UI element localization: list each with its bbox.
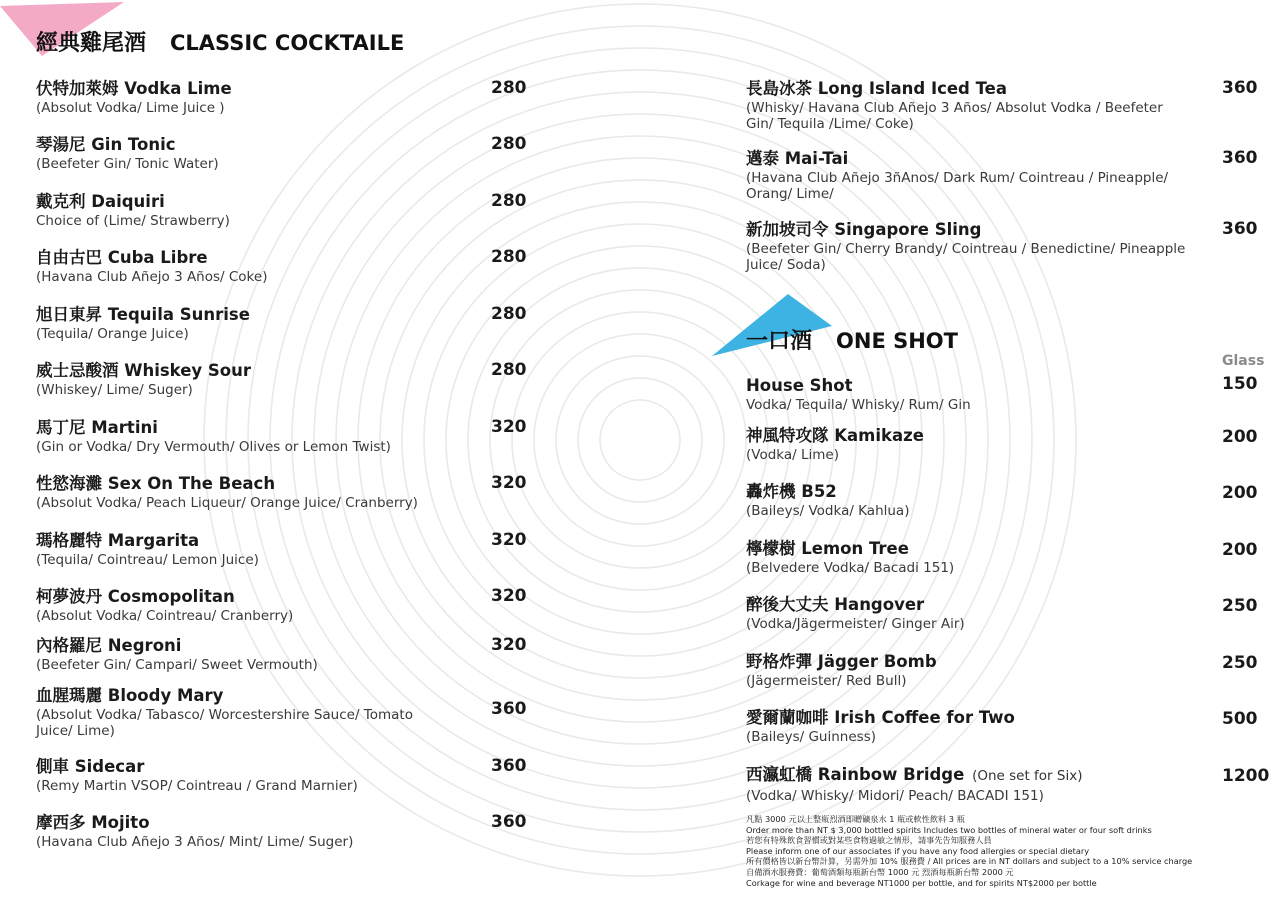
menu-item-name-text: 邁泰 Mai-Tai [746, 149, 849, 168]
classic-cocktail-heading [36, 26, 404, 57]
menu-item [36, 635, 426, 673]
menu-item-description: (Tequila/ Cointreau/ Lemon Juice) [36, 552, 259, 568]
menu-item [36, 360, 426, 398]
menu-item [36, 304, 426, 342]
one-shot-title-zh: 一口酒 [746, 329, 813, 354]
menu-item [36, 685, 426, 739]
menu-item-description: (Tequila/ Orange Juice) [36, 326, 189, 342]
menu-item-name [36, 78, 426, 99]
menu-item [746, 219, 1186, 273]
menu-item [36, 756, 426, 794]
menu-item [36, 417, 426, 455]
menu-item-name [746, 764, 1186, 787]
menu-item-name [36, 304, 426, 325]
menu-item-description: (Remy Martin VSOP/ Cointreau / Grand Marnier) [36, 778, 358, 794]
menu-item-name-text: 柯夢波丹 Cosmopolitan [36, 587, 235, 606]
menu-item [36, 247, 426, 285]
menu-item-price: 360 [491, 699, 527, 719]
menu-item-name [36, 360, 426, 381]
menu-item-description: (Baileys/ Vodka/ Kahlua) [746, 503, 910, 519]
menu-item-name [746, 651, 1186, 672]
menu-item-name [746, 219, 1186, 240]
menu-item-description: Choice of (Lime/ Strawberry) [36, 213, 230, 229]
menu-item-price: 360 [1222, 219, 1258, 239]
menu-item-description: (Beefeter Gin/ Tonic Water) [36, 156, 219, 172]
menu-item-name [36, 756, 426, 777]
menu-item-name-text: 馬丁尼 Martini [36, 418, 158, 437]
menu-item-description: (Havana Club Añejo 3ñAnos/ Dark Rum/ Cointreau / Pineapple/ Orang/ Lime/ [746, 170, 1169, 202]
menu-item-price: 1200 [1222, 766, 1270, 786]
menu-item-description: (Vodka/Jägermeister/ Ginger Air) [746, 616, 965, 632]
classic-title-zh: 經典雞尾酒 [36, 31, 147, 56]
menu-item-name-text: 西瀛虹橋 Rainbow Bridge [746, 765, 965, 784]
menu-item-price: 360 [1222, 148, 1258, 168]
menu-item-price: 200 [1222, 427, 1258, 447]
menu-item [746, 707, 1186, 745]
menu-item-name-text: 側車 Sidecar [36, 757, 145, 776]
menu-item-description: (Absolut Vodka/ Lime Juice ) [36, 100, 225, 116]
menu-item-description: (Havana Club Añejo 3 Años/ Coke) [36, 269, 268, 285]
menu-item-description: (Beefeter Gin/ Cherry Brandy/ Cointreau / Benedictine/ Pineapple Juice/ Soda) [746, 241, 1186, 273]
footnote-line: 若您有特殊飲食習慣或對某些食物過敏之情形，請事先告知服務人員 [746, 835, 992, 846]
menu-item-name [746, 481, 1186, 502]
menu-item-name-text: 醉後大丈夫 Hangover [746, 595, 925, 614]
menu-item [746, 651, 1186, 689]
menu-item-price: 320 [491, 530, 527, 550]
menu-item-name-text: 性慾海灘 Sex On The Beach [36, 474, 276, 493]
footnote-line: 自備酒水服務費：葡萄酒類每瓶新台幣 1000 元 烈酒每瓶新台幣 2000 元 [746, 866, 1014, 877]
menu-item-price: 320 [491, 473, 527, 493]
menu-item-name-text: 新加坡司令 Singapore Sling [746, 220, 982, 239]
menu-item-description: (Whiskey/ Lime/ Suger) [36, 382, 193, 398]
menu-item [746, 481, 1186, 519]
menu-item-price: 280 [491, 134, 527, 154]
menu-item-price: 280 [491, 360, 527, 380]
menu-item-price: 200 [1222, 540, 1258, 560]
menu-item [746, 78, 1186, 132]
menu-item-name [746, 78, 1186, 99]
menu-item-name [36, 473, 426, 494]
menu-item [746, 425, 1186, 463]
menu-item [746, 538, 1186, 576]
menu-item-price: 320 [491, 635, 527, 655]
menu-item-price: 280 [491, 304, 527, 324]
menu-item-name [746, 425, 1186, 446]
menu-item-price: 500 [1222, 709, 1258, 729]
menu-item-name-text: 瑪格麗特 Margarita [36, 531, 200, 550]
menu-item-price: 280 [491, 247, 527, 267]
menu-item-name [746, 538, 1186, 559]
menu-item-name-text: 野格炸彈 Jägger Bomb [746, 652, 937, 671]
menu-item-description: (Whisky/ Havana Club Añejo 3 Años/ Absolut Vodka / Beefeter Gin/ Tequila /Lime/ Coke) [746, 100, 1163, 132]
menu-item-name-text: 自由古巴 Cuba Libre [36, 248, 208, 267]
menu-item-name [746, 148, 1186, 169]
menu-item-description: (Gin or Vodka/ Dry Vermouth/ Olives or Lemon Twist) [36, 439, 391, 455]
menu-item-price: 150 [1222, 374, 1258, 394]
menu-item-name [746, 707, 1186, 728]
menu-item-price: 320 [491, 417, 527, 437]
menu-item-name [36, 247, 426, 268]
menu-item [746, 594, 1186, 632]
menu-item-name-text: 愛爾蘭咖啡 Irish Coffee for Two [746, 708, 1015, 727]
footnote-line: 所有價格皆以新台幣計算，另需外加 10% 服務費 / All prices are in NT dollars and subject to a 10% service charge [746, 856, 1193, 867]
footnote-line: Order more than NT $ 3,000 bottled spirits Includes two bottles of mineral water or four soft drinks [746, 824, 1152, 835]
menu-item-description: (Belvedere Vodka/ Bacadi 151) [746, 560, 955, 576]
menu-item-description: (Jägermeister/ Red Bull) [746, 673, 907, 689]
menu-item-description: (Havana Club Añejo 3 Años/ Mint/ Lime/ Suger) [36, 834, 354, 850]
menu-item-name-text: 旭日東昇 Tequila Sunrise [36, 305, 250, 324]
background-ring [556, 356, 724, 524]
menu-item [36, 812, 426, 850]
one-shot-title-en: ONE SHOT [836, 329, 958, 353]
classic-title-en: CLASSIC COCKTAILE [170, 31, 405, 55]
menu-item-name-text: 檸檬樹 Lemon Tree [746, 539, 909, 558]
menu-item-description: Vodka/ Tequila/ Whisky/ Rum/ Gin [746, 397, 971, 413]
menu-item-name-text: 長島冰茶 Long Island Iced Tea [746, 79, 1008, 98]
menu-item-price: 250 [1222, 653, 1258, 673]
menu-item-price: 200 [1222, 483, 1258, 503]
menu-item [746, 764, 1186, 804]
menu-item [36, 473, 426, 511]
menu-item [36, 78, 426, 116]
menu-item-name [36, 812, 426, 833]
menu-item [36, 530, 426, 568]
menu-item-name [36, 685, 426, 706]
background-ring [600, 400, 680, 480]
menu-item-name-text: 內格羅尼 Negroni [36, 636, 182, 655]
menu-item-description: (Vodka/ Whisky/ Midori/ Peach/ BACADI 151) [746, 788, 1044, 804]
menu-item [746, 148, 1186, 202]
menu-item-price: 250 [1222, 596, 1258, 616]
background-ring [534, 334, 746, 546]
menu-item [36, 134, 426, 172]
footnote-line: Corkage for wine and beverage NT1000 per bottle, and for spirits NT$2000 per bottle [746, 877, 1097, 888]
menu-item-name [36, 635, 426, 656]
menu-item-price: 360 [491, 812, 527, 832]
background-ring [578, 378, 702, 502]
menu-item-price: 280 [491, 191, 527, 211]
menu-item-name-text: 戴克利 Daiquiri [36, 192, 165, 211]
glass-price-label: Glass [1222, 353, 1265, 369]
menu-item-name-text: 神風特攻隊 Kamikaze [746, 426, 924, 445]
menu-item-name-text: 伏特加萊姆 Vodka Lime [36, 79, 232, 98]
menu-item [36, 191, 426, 229]
menu-item-price: 360 [1222, 78, 1258, 98]
menu-item-name-text: 琴湯尼 Gin Tonic [36, 135, 176, 154]
one-shot-heading [746, 324, 958, 355]
menu-item-price: 280 [491, 78, 527, 98]
menu-item [746, 375, 1186, 413]
menu-item-name-text: House Shot [746, 376, 853, 395]
menu-item-description: (Baileys/ Guinness) [746, 729, 876, 745]
menu-item-price: 360 [491, 756, 527, 776]
menu-item-name [36, 586, 426, 607]
menu-item-price: 320 [491, 586, 527, 606]
menu-item-name [36, 417, 426, 438]
footnote-line: 凡點 3000 元以上整瓶烈酒即贈礦泉水 1 瓶或軟性飲料 3 瓶 [746, 814, 965, 824]
menu-item-name-text: 血腥瑪麗 Bloody Mary [36, 686, 224, 705]
menu-item-description: (Beefeter Gin/ Campari/ Sweet Vermouth) [36, 657, 318, 673]
menu-item-note: (One set for Six) [972, 768, 1083, 784]
menu-item-name-text: 威士忌酸酒 Whiskey Sour [36, 361, 251, 380]
menu-footnotes [746, 814, 1266, 888]
menu-item-description: (Absolut Vodka/ Cointreau/ Cranberry) [36, 608, 294, 624]
menu-item-name [746, 375, 1186, 396]
menu-item-name [36, 530, 426, 551]
menu-item-name-text: 轟炸機 B52 [746, 482, 837, 501]
menu-item-description: (Absolut Vodka/ Peach Liqueur/ Orange Juice/ Cranberry) [36, 495, 418, 511]
menu-item-name [746, 594, 1186, 615]
menu-item-description: (Absolut Vodka/ Tabasco/ Worcestershire Sauce/ Tomato Juice/ Lime) [36, 707, 413, 739]
menu-item-name [36, 191, 426, 212]
menu-item-name [36, 134, 426, 155]
footnote-line: Please inform one of our associates if you have any food allergies or special dietary [746, 845, 1090, 856]
menu-item [36, 586, 426, 624]
menu-item-description: (Vodka/ Lime) [746, 447, 839, 463]
menu-item-name-text: 摩西多 Mojito [36, 813, 150, 832]
